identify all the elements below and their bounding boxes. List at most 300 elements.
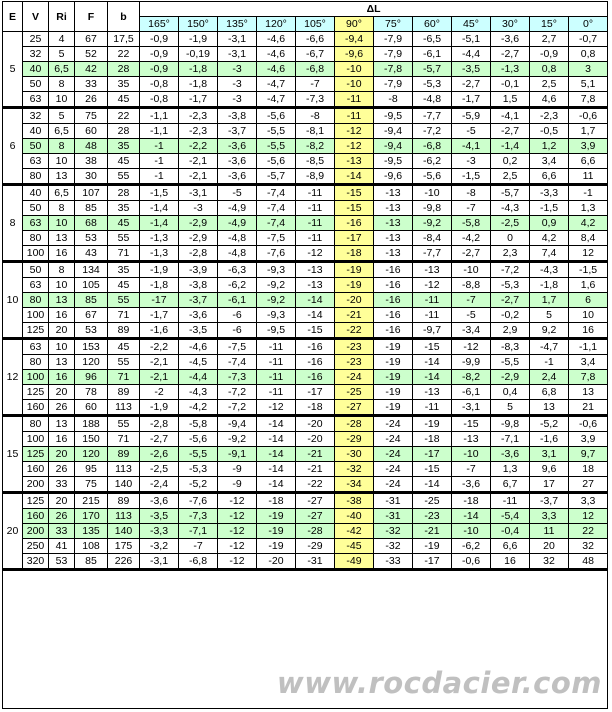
thickness-cell: 15 <box>3 416 23 493</box>
delta-cell: -31 <box>296 554 335 570</box>
delta-cell: -1,6 <box>140 323 179 339</box>
delta-cell: -7,2 <box>491 262 530 278</box>
delta-cell: -8 <box>296 108 335 124</box>
delta-cell: -15 <box>452 416 491 432</box>
delta-cell: -4,6 <box>179 339 218 355</box>
delta-cell: -22 <box>296 477 335 493</box>
delta-cell: 6,6 <box>530 169 569 185</box>
delta-cell: -6,5 <box>413 32 452 47</box>
delta-cell: -7 <box>179 539 218 554</box>
param-cell: 8 <box>49 201 75 216</box>
delta-cell: -6,6 <box>296 32 335 47</box>
delta-cell: -6,7 <box>296 47 335 62</box>
delta-cell: -1,5 <box>569 262 608 278</box>
param-cell: 125 <box>23 385 49 400</box>
delta-cell: -7,1 <box>491 432 530 447</box>
delta-cell: -8 <box>452 185 491 201</box>
angle-header-cell: 90° <box>335 17 374 32</box>
delta-cell: -1,7 <box>452 92 491 108</box>
delta-cell: -7,5 <box>218 339 257 355</box>
param-cell: 32 <box>23 47 49 62</box>
delta-cell: -6,2 <box>218 278 257 293</box>
delta-cell: -2,5 <box>491 216 530 231</box>
delta-cell: -7,4 <box>257 201 296 216</box>
delta-cell: 3,3 <box>530 509 569 524</box>
delta-cell: -7,9 <box>374 32 413 47</box>
bend-deduction-table <box>2 1 608 571</box>
table-row <box>3 92 608 108</box>
delta-cell: -7,9 <box>374 77 413 92</box>
delta-cell: -4,3 <box>179 385 218 400</box>
param-cell: 16 <box>49 370 75 385</box>
delta-cell: -3,3 <box>530 185 569 201</box>
delta-cell: -0,8 <box>140 77 179 92</box>
delta-cell: -1,5 <box>452 169 491 185</box>
delta-cell: -7 <box>296 77 335 92</box>
delta-cell: 13 <box>530 400 569 416</box>
delta-cell: 4,2 <box>569 216 608 231</box>
param-cell: 48 <box>75 139 108 154</box>
delta-cell: -19 <box>257 509 296 524</box>
delta-cell: -8,2 <box>452 370 491 385</box>
delta-cell: 4,2 <box>530 231 569 246</box>
table-row <box>3 432 608 447</box>
delta-cell: -2,6 <box>140 447 179 462</box>
delta-cell: 0,8 <box>530 62 569 77</box>
delta-cell: -3,8 <box>218 108 257 124</box>
delta-cell: -8,9 <box>296 169 335 185</box>
delta-cell: -5,6 <box>257 154 296 169</box>
delta-cell: 6,6 <box>569 154 608 169</box>
delta-cell: -5,9 <box>452 108 491 124</box>
thickness-cell: 6 <box>3 108 23 185</box>
param-cell: 20 <box>49 447 75 462</box>
param-cell: 28 <box>108 62 140 77</box>
param-cell: 100 <box>23 308 49 323</box>
delta-cell: -15 <box>335 185 374 201</box>
table-row <box>3 539 608 554</box>
delta-cell: -24 <box>374 477 413 493</box>
table-row <box>3 370 608 385</box>
delta-cell: -40 <box>335 509 374 524</box>
delta-cell: -1,8 <box>179 77 218 92</box>
delta-cell: -21 <box>296 447 335 462</box>
delta-cell: -9 <box>218 477 257 493</box>
delta-cell: -1,8 <box>140 278 179 293</box>
table-row <box>3 400 608 416</box>
param-cell: 125 <box>23 447 49 462</box>
delta-cell: -0,2 <box>491 308 530 323</box>
table-row <box>3 231 608 246</box>
delta-cell: -7,8 <box>374 62 413 77</box>
delta-cell: -16 <box>374 293 413 308</box>
delta-cell: -12 <box>296 246 335 262</box>
param-cell: 63 <box>23 339 49 355</box>
delta-cell: -11 <box>413 293 452 308</box>
delta-cell: -13 <box>374 201 413 216</box>
param-cell: 28 <box>108 185 140 201</box>
delta-cell: 2,3 <box>491 246 530 262</box>
table-row <box>3 77 608 92</box>
angle-header-cell: 150° <box>179 17 218 32</box>
delta-cell: -4,9 <box>218 216 257 231</box>
param-cell: 250 <box>23 539 49 554</box>
param-cell: 55 <box>108 293 140 308</box>
delta-cell: -2,2 <box>179 139 218 154</box>
param-cell: 160 <box>23 509 49 524</box>
delta-cell: 6,8 <box>530 385 569 400</box>
delta-cell: -1,9 <box>140 262 179 278</box>
delta-cell: 32 <box>530 554 569 570</box>
delta-cell: -18 <box>296 400 335 416</box>
delta-cell: -9,2 <box>218 432 257 447</box>
delta-cell: -0,5 <box>530 124 569 139</box>
delta-cell: -5 <box>452 124 491 139</box>
param-cell: 26 <box>49 400 75 416</box>
delta-cell: 5,1 <box>569 77 608 92</box>
delta-cell: -14 <box>257 462 296 477</box>
delta-cell: -1,7 <box>140 308 179 323</box>
delta-cell: -42 <box>335 524 374 539</box>
delta-cell: -2,5 <box>140 462 179 477</box>
param-cell: 105 <box>75 278 108 293</box>
delta-cell: -2,7 <box>491 293 530 308</box>
delta-cell: -3,7 <box>218 124 257 139</box>
delta-cell: 22 <box>569 524 608 539</box>
delta-cell: -15 <box>413 339 452 355</box>
param-cell: 6,5 <box>49 124 75 139</box>
table-row <box>3 62 608 77</box>
delta-cell: 7,4 <box>530 246 569 262</box>
delta-cell: -49 <box>335 554 374 570</box>
header-e: E <box>3 2 23 32</box>
table-row <box>3 262 608 278</box>
delta-cell: -3,2 <box>140 539 179 554</box>
delta-cell: -3,6 <box>491 447 530 462</box>
delta-cell: -5,2 <box>179 477 218 493</box>
delta-cell: -7,6 <box>179 493 218 509</box>
table-row <box>3 462 608 477</box>
delta-cell: 8,4 <box>569 231 608 246</box>
delta-cell: -23 <box>413 509 452 524</box>
delta-cell: -25 <box>335 385 374 400</box>
param-cell: 13 <box>49 293 75 308</box>
param-cell: 140 <box>108 524 140 539</box>
delta-cell: -5,1 <box>452 32 491 47</box>
angle-header-cell: 45° <box>452 17 491 32</box>
delta-cell: -7,2 <box>218 385 257 400</box>
delta-cell: -2,3 <box>530 108 569 124</box>
param-cell: 28 <box>108 124 140 139</box>
delta-cell: -2,1 <box>179 154 218 169</box>
delta-cell: -0,9 <box>140 62 179 77</box>
delta-cell: -9,3 <box>257 262 296 278</box>
thickness-cell: 20 <box>3 493 23 570</box>
delta-cell: -23 <box>335 339 374 355</box>
delta-cell: -1,9 <box>140 400 179 416</box>
param-cell: 38 <box>75 154 108 169</box>
param-cell: 40 <box>23 124 49 139</box>
delta-cell: -2,7 <box>452 246 491 262</box>
delta-cell: -12 <box>452 339 491 355</box>
delta-cell: -2,1 <box>140 355 179 370</box>
param-cell: 80 <box>23 416 49 432</box>
delta-cell: -0,6 <box>452 554 491 570</box>
delta-cell: -13 <box>374 185 413 201</box>
param-cell: 71 <box>108 432 140 447</box>
delta-cell: 7,8 <box>569 92 608 108</box>
delta-cell: 6,6 <box>491 539 530 554</box>
delta-cell: -3 <box>218 92 257 108</box>
param-cell: 160 <box>23 400 49 416</box>
param-cell: 50 <box>23 262 49 278</box>
delta-cell: -6,8 <box>296 62 335 77</box>
delta-cell: -0,9 <box>530 47 569 62</box>
delta-cell: -7,4 <box>257 185 296 201</box>
delta-cell: -12 <box>218 539 257 554</box>
delta-cell: -20 <box>257 554 296 570</box>
delta-cell: -2,1 <box>140 370 179 385</box>
delta-cell: -7,4 <box>257 216 296 231</box>
delta-cell: -5,3 <box>413 77 452 92</box>
delta-cell: -3,5 <box>179 323 218 339</box>
delta-cell: -8,1 <box>296 124 335 139</box>
param-cell: 85 <box>75 293 108 308</box>
delta-cell: -1 <box>569 185 608 201</box>
delta-cell: -12 <box>218 524 257 539</box>
param-cell: 40 <box>23 185 49 201</box>
table-row <box>3 139 608 154</box>
param-cell: 45 <box>108 339 140 355</box>
delta-cell: -8,4 <box>413 231 452 246</box>
delta-cell: -12 <box>218 554 257 570</box>
delta-cell: -9,4 <box>335 32 374 47</box>
param-cell: 63 <box>23 92 49 108</box>
delta-cell: -3,3 <box>140 524 179 539</box>
delta-cell: 1,3 <box>569 201 608 216</box>
angle-header-cell: 0° <box>569 17 608 32</box>
delta-cell: 21 <box>569 400 608 416</box>
delta-cell: 3,1 <box>530 447 569 462</box>
param-cell: 55 <box>108 231 140 246</box>
param-cell: 13 <box>49 355 75 370</box>
delta-cell: -13 <box>374 231 413 246</box>
param-cell: 10 <box>49 278 75 293</box>
delta-cell: -14 <box>296 293 335 308</box>
delta-cell: -1,5 <box>140 185 179 201</box>
delta-cell: -1,5 <box>530 201 569 216</box>
delta-cell: -2,2 <box>140 339 179 355</box>
delta-cell: -12 <box>413 278 452 293</box>
delta-cell: -19 <box>374 355 413 370</box>
param-cell: 85 <box>75 201 108 216</box>
delta-cell: -0,7 <box>569 32 608 47</box>
delta-cell: 0,4 <box>491 385 530 400</box>
param-cell: 16 <box>49 308 75 323</box>
delta-cell: -1,4 <box>491 139 530 154</box>
delta-cell: -16 <box>296 339 335 355</box>
table-row <box>3 293 608 308</box>
delta-cell: -1,3 <box>140 231 179 246</box>
delta-cell: -3 <box>179 201 218 216</box>
delta-cell: -4,6 <box>257 47 296 62</box>
delta-cell: -7,9 <box>374 47 413 62</box>
delta-cell: -3,6 <box>179 308 218 323</box>
delta-cell: 9,2 <box>530 323 569 339</box>
delta-cell: -1 <box>530 355 569 370</box>
table-row <box>3 477 608 493</box>
delta-cell: -11 <box>335 108 374 124</box>
delta-cell: 48 <box>569 554 608 570</box>
delta-cell: -4,8 <box>218 231 257 246</box>
param-cell: 30 <box>75 169 108 185</box>
param-cell: 26 <box>49 509 75 524</box>
delta-cell: -0,1 <box>491 77 530 92</box>
delta-cell: -6,2 <box>452 539 491 554</box>
table-row <box>3 308 608 323</box>
table-row <box>3 169 608 185</box>
param-cell: 113 <box>108 462 140 477</box>
delta-cell: 6,7 <box>491 477 530 493</box>
delta-cell: -0,4 <box>491 524 530 539</box>
delta-cell: 2,7 <box>530 32 569 47</box>
delta-cell: 5 <box>491 400 530 416</box>
angle-header-cell: 120° <box>257 17 296 32</box>
delta-cell: -5 <box>218 185 257 201</box>
table-body <box>3 32 608 570</box>
delta-cell: -1,4 <box>140 201 179 216</box>
delta-cell: -7 <box>452 201 491 216</box>
param-cell: 41 <box>49 539 75 554</box>
delta-cell: -16 <box>374 308 413 323</box>
delta-cell: -27 <box>335 400 374 416</box>
table-row <box>3 447 608 462</box>
delta-cell: 1,6 <box>569 278 608 293</box>
param-cell: 45 <box>108 216 140 231</box>
param-cell: 320 <box>23 554 49 570</box>
delta-cell: 10 <box>569 308 608 323</box>
delta-cell: -6 <box>218 323 257 339</box>
delta-cell: 12 <box>569 246 608 262</box>
param-cell: 13 <box>49 231 75 246</box>
delta-cell: -4,2 <box>179 400 218 416</box>
delta-cell: -3,6 <box>491 32 530 47</box>
delta-cell: 0,2 <box>491 154 530 169</box>
param-cell: 63 <box>23 278 49 293</box>
delta-cell: -1,1 <box>140 124 179 139</box>
delta-cell: -20 <box>296 432 335 447</box>
delta-cell: -4,6 <box>257 62 296 77</box>
delta-cell: -6,3 <box>218 262 257 278</box>
delta-cell: 6 <box>569 293 608 308</box>
param-cell: 4 <box>49 32 75 47</box>
delta-cell: -10 <box>452 447 491 462</box>
table-row <box>3 124 608 139</box>
delta-cell: -11 <box>257 339 296 355</box>
delta-cell: -16 <box>296 370 335 385</box>
param-cell: 53 <box>49 554 75 570</box>
delta-cell: -3,8 <box>179 278 218 293</box>
delta-cell: -9,5 <box>374 108 413 124</box>
param-cell: 16 <box>49 246 75 262</box>
delta-cell: -5,6 <box>413 169 452 185</box>
param-cell: 20 <box>49 385 75 400</box>
delta-cell: -14 <box>452 509 491 524</box>
param-cell: 35 <box>108 201 140 216</box>
delta-cell: -10 <box>452 524 491 539</box>
param-cell: 78 <box>75 385 108 400</box>
delta-cell: -3,1 <box>179 185 218 201</box>
delta-cell: -1,4 <box>140 216 179 231</box>
delta-cell: -9,9 <box>452 355 491 370</box>
param-cell: 13 <box>49 169 75 185</box>
delta-cell: -7,3 <box>218 370 257 385</box>
delta-cell: -5 <box>452 308 491 323</box>
angle-header-cell: 105° <box>296 17 335 32</box>
delta-cell: -4,7 <box>257 92 296 108</box>
delta-cell: -5,7 <box>491 185 530 201</box>
param-cell: 45 <box>108 154 140 169</box>
table-row <box>3 108 608 124</box>
param-cell: 33 <box>49 524 75 539</box>
delta-cell: -15 <box>413 462 452 477</box>
delta-cell: -10 <box>335 62 374 77</box>
delta-cell: -7 <box>452 462 491 477</box>
delta-cell: -11 <box>257 370 296 385</box>
delta-cell: -20 <box>296 416 335 432</box>
angle-header-cell: 165° <box>140 17 179 32</box>
header-delta-l: ΔL <box>140 2 608 17</box>
delta-cell: -5,5 <box>257 139 296 154</box>
delta-cell: -21 <box>413 524 452 539</box>
param-cell: 170 <box>75 509 108 524</box>
delta-cell: -0,9 <box>140 32 179 47</box>
delta-cell: -8,8 <box>452 278 491 293</box>
delta-cell: 9,6 <box>530 462 569 477</box>
delta-cell: -7,6 <box>257 246 296 262</box>
param-cell: 200 <box>23 524 49 539</box>
delta-cell: -8,5 <box>296 154 335 169</box>
delta-cell: -1,3 <box>491 62 530 77</box>
param-cell: 113 <box>108 509 140 524</box>
delta-cell: 4,6 <box>530 92 569 108</box>
delta-cell: -1,7 <box>179 92 218 108</box>
param-cell: 8 <box>49 262 75 278</box>
param-cell: 95 <box>75 462 108 477</box>
delta-cell: -21 <box>296 462 335 477</box>
table-row <box>3 554 608 570</box>
delta-cell: -19 <box>374 400 413 416</box>
param-cell: 80 <box>23 293 49 308</box>
delta-cell: -13 <box>296 262 335 278</box>
param-cell: 153 <box>75 339 108 355</box>
param-cell: 6,5 <box>49 185 75 201</box>
param-cell: 8 <box>49 77 75 92</box>
param-cell: 89 <box>108 493 140 509</box>
table-row <box>3 278 608 293</box>
param-cell: 100 <box>23 246 49 262</box>
delta-cell: 13 <box>569 385 608 400</box>
delta-cell: -0,6 <box>569 108 608 124</box>
delta-cell: -3,9 <box>179 262 218 278</box>
param-cell: 5 <box>49 108 75 124</box>
delta-cell: -11 <box>296 201 335 216</box>
delta-cell: -24 <box>374 447 413 462</box>
param-cell: 200 <box>23 477 49 493</box>
delta-cell: -0,19 <box>179 47 218 62</box>
delta-cell: -5,7 <box>413 62 452 77</box>
param-cell: 53 <box>75 323 108 339</box>
